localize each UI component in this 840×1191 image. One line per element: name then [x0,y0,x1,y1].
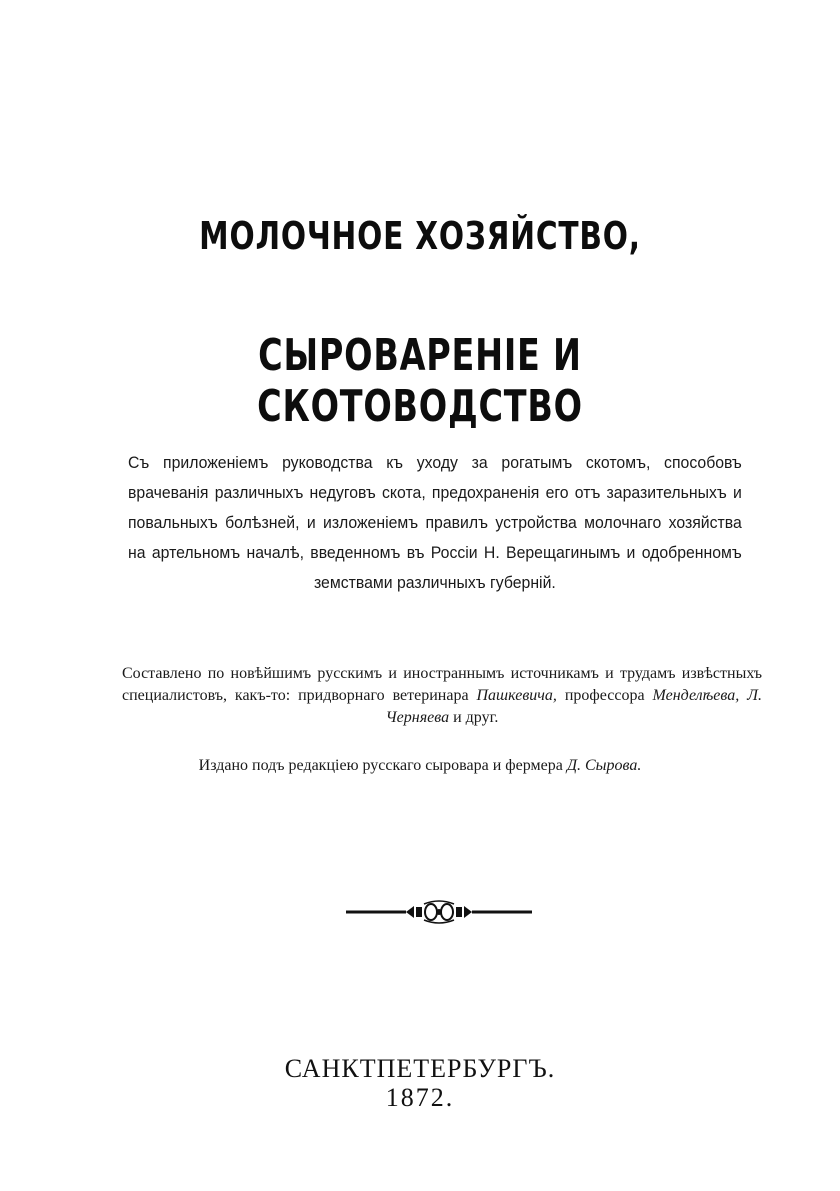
edited-by-note [0,757,840,775]
compiled-by-note [122,663,762,729]
author-name-3: Л. Черняева [385,687,763,726]
author-name-1: Пашкевича, [476,687,557,704]
main-title-line-2: СЫРОВАРЕНІЕ И СКОТОВОДСТВО [257,330,583,432]
subtitle-description: Съ приложеніемъ руководства къ уходу за рогатымъ скотомъ, способовъ врачеванія различныхъ недуговъ скота, предохраненія его отъ заразительныхъ и повальныхъ болѣзней, и изложеніемъ правилъ устройства молочнаго хозяйства на артельномъ началѣ, введенномъ въ Россіи Н. Верещагинымъ и одобренномъ земствами различныхъ губерній. [128,453,742,592]
compiled-text-2: профессора [564,687,645,704]
compiled-text-3: и друг. [453,709,499,726]
author-name-2: Менделѣева, [652,687,740,704]
compiled-text: Составлено по новѣйшимъ русскимъ и иностраннымъ источникамъ и трудамъ извѣстныхъ специалистовъ, какъ-то: придворнаго ветеринара [122,665,762,704]
imprint-year: 1872. [385,1083,455,1112]
imprint-city: САНКТПЕТЕРБУРГЪ. [284,1054,556,1083]
editor-name: Д. Сырова. [566,757,642,774]
edited-text: Издано подъ редакціею русскаго сыровара и фермера [198,757,563,774]
ornament-divider-icon [344,900,534,924]
main-title-line-1: МОЛОЧНОЕ ХОЗЯЙСТВО, [199,214,641,258]
